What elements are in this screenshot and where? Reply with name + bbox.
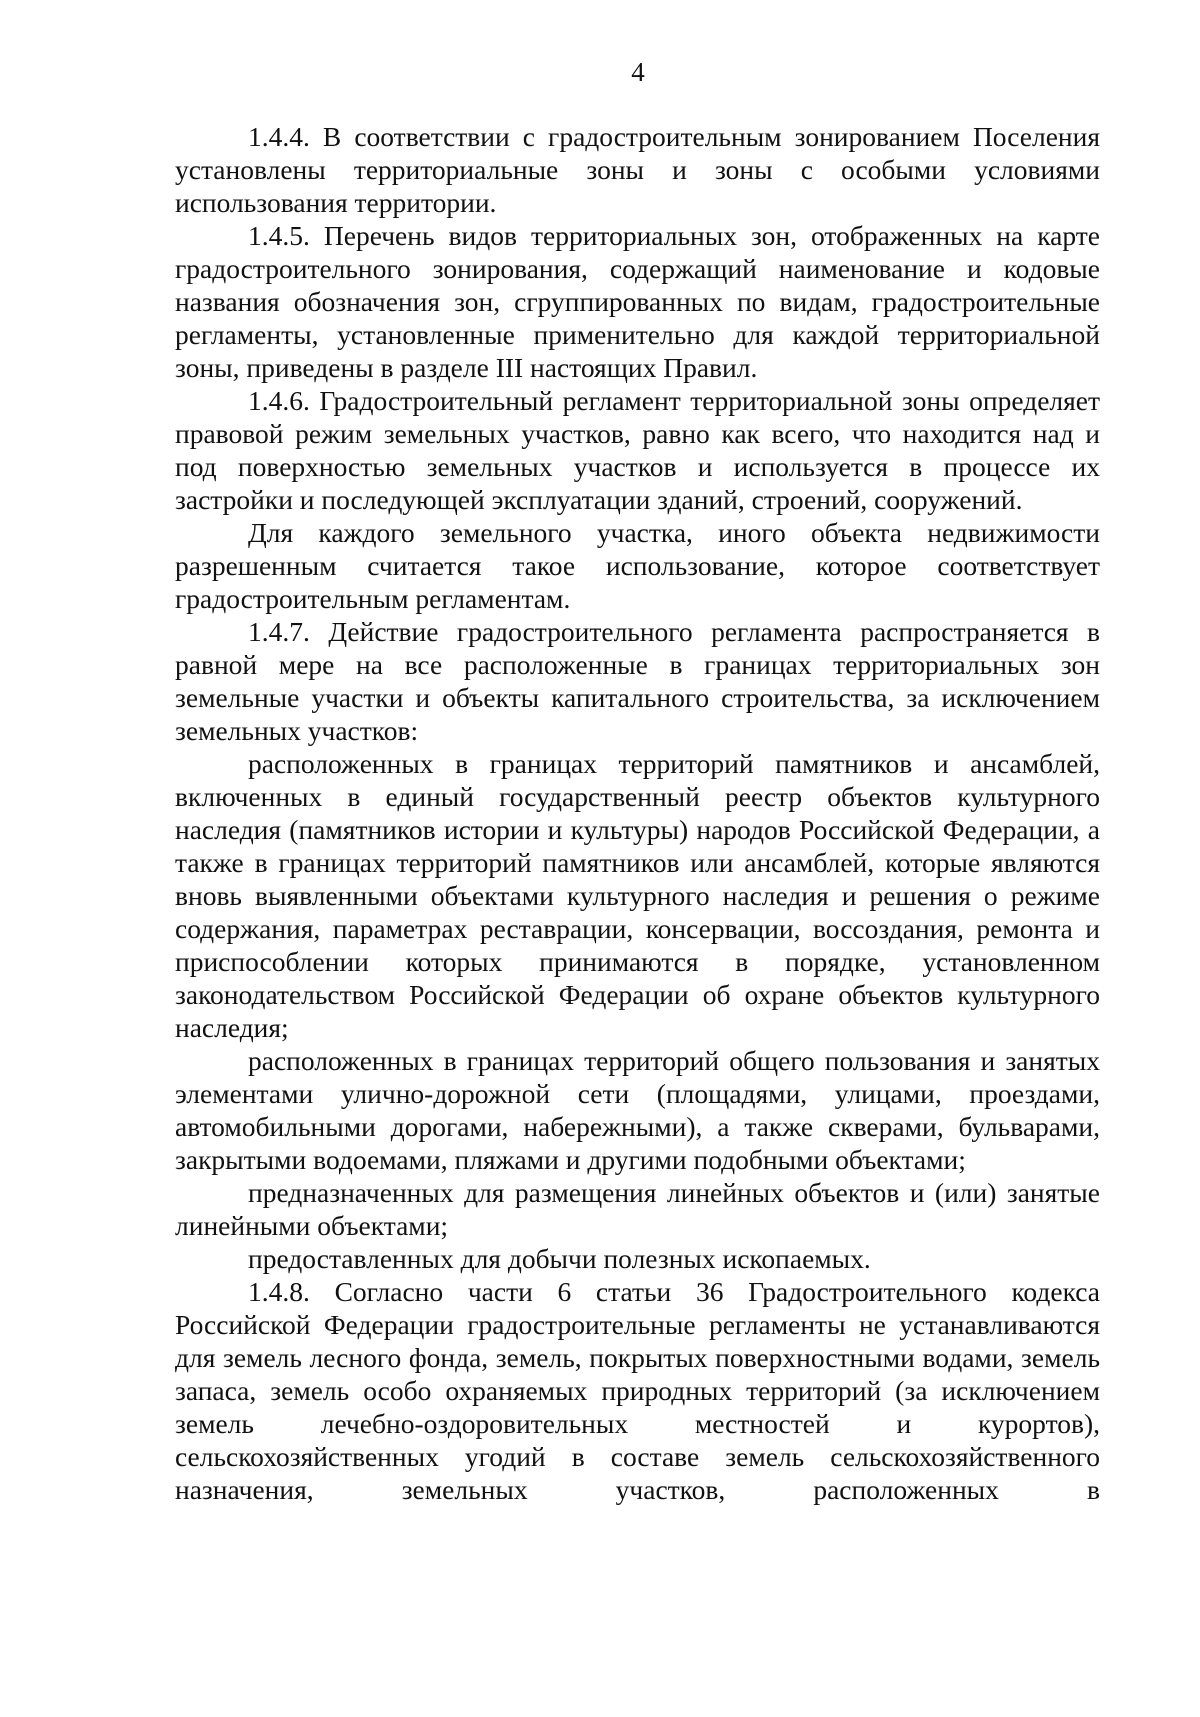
paragraph-1-4-8: 1.4.8. Согласно части 6 статьи 36 Градостроительного кодекса Российской Федерации градостроительные регламенты не устанавливаются для земель лесного фонда, земель, покрытых поверхностными водами, земель запаса, земель особо охраняемых природных территорий (за исключением земель лечебно-оздоровительных местностей и курортов), сельскохозяйственных угодий в составе земель сельскохозяйственного назначения, земельных участков, расположенных в: [175, 1276, 1100, 1505]
list-item-heritage-territories: расположенных в границах территорий памятников и ансамблей, включенных в единый государственный реестр объектов культурного наследия (памятников истории и культуры) народов Российской Федерации, а также в границах территорий памятников или ансамблей, которые являются вновь выявленными объектами культурного наследия и решения о режиме содержания, параметрах реставрации, консервации, воссоздания, ремонта и приспособлении которых принимаются в порядке, установленном законодательством Российской Федерации об охране объектов культурного наследия;: [175, 748, 1100, 1043]
page-number: 4: [631, 57, 645, 87]
document-body: [175, 120, 1100, 1506]
paragraph-1-4-5: 1.4.5. Перечень видов территориальных зон, отображенных на карте градостроительного зонирования, содержащий наименование и кодовые названия обозначения зон, сгруппированных по видам, градостроительные регламенты, установленные применительно для каждой территориальной зоны, приведены в разделе III настоящих Правил.: [175, 220, 1100, 383]
paragraph-1-4-4: 1.4.4. В соответствии с градостроительным зонированием Поселения установлены территориальные зоны и зоны с особыми условиями использования территории.: [175, 121, 1100, 218]
paragraph-1-4-7: 1.4.7. Действие градостроительного регламента распространяется в равной мере на все расположенные в границах территориальных зон земельные участки и объекты капитального строительства, за исключением земельных участков:: [175, 616, 1100, 746]
list-item-public-territories: расположенных в границах территорий общего пользования и занятых элементами улично-дорожной сети (площадями, улицами, проездами, автомобильными дорогами, набережными), а также скверами, бульварами, закрытыми водоемами, пляжами и другими подобными объектами;: [175, 1045, 1100, 1175]
list-item-linear-objects: предназначенных для размещения линейных объектов и (или) занятые линейными объектами;: [175, 1177, 1100, 1241]
paragraph-permitted-use: Для каждого земельного участка, иного объекта недвижимости разрешенным считается такое использование, которое соответствует градостроительным регламентам.: [175, 517, 1100, 614]
list-item-mineral-extraction: предоставленных для добычи полезных ископаемых.: [248, 1243, 871, 1274]
paragraph-1-4-6: 1.4.6. Градостроительный регламент территориальной зоны определяет правовой режим земельных участков, равно как всего, что находится над и под поверхностью земельных участков и используется в процессе их застройки и последующей эксплуатации зданий, строений, сооружений.: [175, 385, 1100, 515]
